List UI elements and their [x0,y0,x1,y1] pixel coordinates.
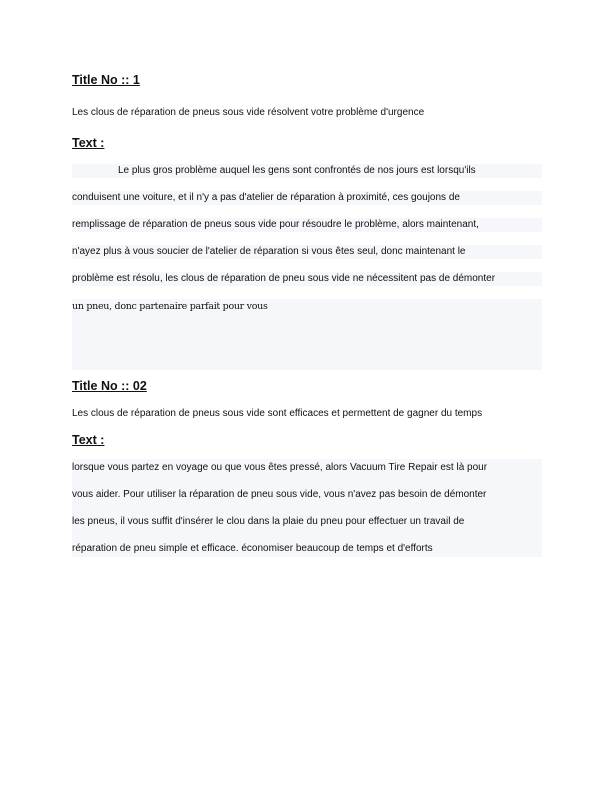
section-subtitle: Les clous de réparation de pneus sous vide résolvent votre problème d'urgence [72,107,425,118]
paragraph-line: vous aider. Pour utiliser la réparation de pneu sous vide, vous n'avez pas besoin de démonter [72,489,487,500]
paragraph-line: lorsque vous partez en voyage ou que vous êtes pressé, alors Vacuum Tire Repair est là pour [72,462,488,473]
paragraph-line: remplissage de réparation de pneus sous vide pour résoudre le problème, alors maintenant, [72,219,479,230]
paragraph-line: un pneu, donc partenaire parfait pour vous [72,301,268,312]
paragraph-line: problème est résolu, les clous de réparation de pneu sous vide ne nécessitent pas de démonter [72,273,496,284]
paragraph-line: réparation de pneu simple et efficace. économiser beaucoup de temps et d'efforts [72,543,433,554]
text-label: Text : [72,136,105,150]
paragraph-line: n'ayez plus à vous soucier de l'atelier de réparation si vous êtes seul, donc maintenant le [72,246,466,257]
text-label: Text : [72,433,105,447]
section-title: Title No :: 1 [72,73,140,87]
section-title: Title No :: 02 [72,379,147,393]
paragraph-line: Le plus gros problème auquel les gens sont confrontés de nos jours est lorsqu'ils [118,165,476,176]
section-subtitle: Les clous de réparation de pneus sous vide sont efficaces et permettent de gagner du temps [72,408,483,419]
paragraph-line: les pneus, il vous suffit d'insérer le clou dans la plaie du pneu pour effectuer un travail de [72,516,465,527]
paragraph-line: conduisent une voiture, et il n'y a pas d'atelier de réparation à proximité, ces goujons de [72,192,460,203]
